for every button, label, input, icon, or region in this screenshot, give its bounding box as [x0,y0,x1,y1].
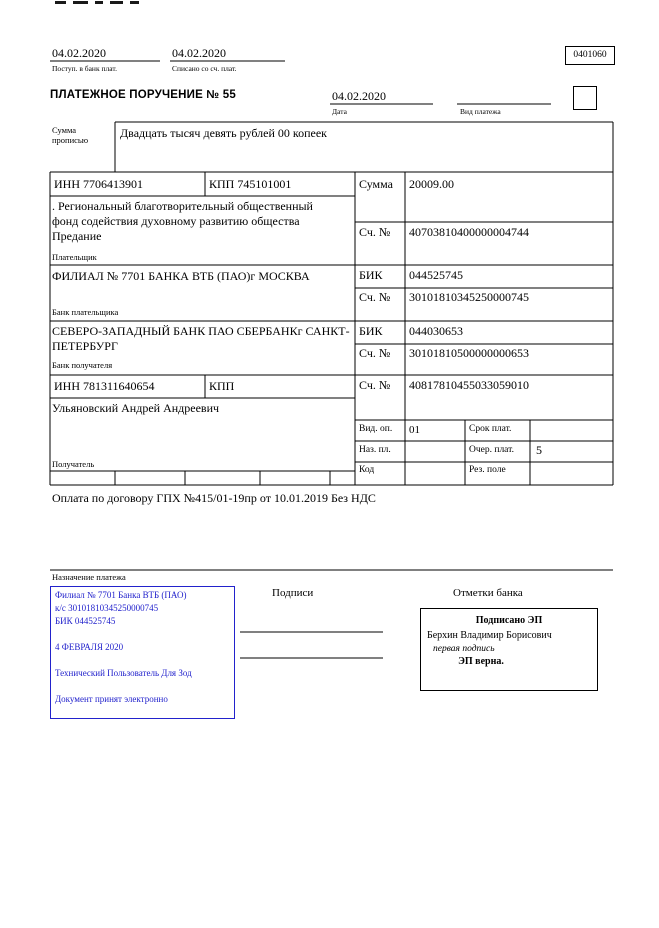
amount-in-words: Двадцать тысяч девять рублей 00 копеек [120,126,327,140]
ep-verified: ЭП верна. [458,656,504,667]
op-kind-label: Вид. оп. [359,424,393,434]
stamp-line: Филиал № 7701 Банка ВТБ (ПАО) [55,590,187,600]
stamp-line: к/с 30101810345250000745 [55,603,159,613]
stamp-line: БИК 044525745 [55,616,116,626]
payer-bank-bik-label: БИК [359,268,383,282]
payer-bank-section-label: Банк плательщика [52,307,119,317]
reserve-field-label: Рез. поле [469,465,506,475]
bank-marks-label: Отметки банка [453,587,523,599]
debited-date: 04.02.2020 [172,46,226,60]
stamp-line: Технический Пользователь Для Зод [55,668,192,678]
payer-inn: ИНН 7706413901 [54,177,143,191]
priority-label: Очер. плат. [469,445,514,455]
payer-bank-account: 30101810345250000745 [409,290,529,304]
payer-bank-account-label: Сч. № [359,290,391,304]
payment-kind-checkbox [573,86,597,110]
purpose-code-label: Наз. пл. [359,445,391,455]
payee-bank-bik: 044030653 [409,324,463,338]
stamp-line: 4 ФЕВРАЛЯ 2020 [55,642,124,652]
payment-purpose: Оплата по договору ГПХ №415/01-19пр от 10.01.2019 Без НДС [52,491,376,505]
form-code: 0401060 [573,50,607,60]
received-date: 04.02.2020 [52,46,106,60]
debited-date-label: Списано со сч. плат. [172,64,237,73]
payer-kpp: КПП 745101001 [209,177,292,191]
payer-bank-name: ФИЛИАЛ № 7701 БАНКА ВТБ (ПАО)г МОСКВА [52,269,310,283]
payee-inn: ИНН 781311640654 [54,379,155,393]
signatures-label: Подписи [272,587,314,599]
payer-name: . Региональный благотворительный общественный фонд содействия духовному развитию общества Предание [52,199,313,243]
payer-bank-bik: 044525745 [409,268,463,282]
priority-value: 5 [536,443,542,457]
signed-ep-title: Подписано ЭП [475,615,543,626]
payer-account: 40703810400000004744 [409,225,529,239]
stamp-box [50,586,235,719]
payment-purpose-label: Назначение платежа [52,572,126,582]
op-kind-value: 01 [409,424,420,436]
payee-account-label: Сч. № [359,378,391,392]
payee-kpp-label: КПП [209,379,235,393]
payment-kind-label: Вид платежа [460,107,501,116]
received-date-label: Поступ. в банк плат. [52,64,117,73]
document-title: ПЛАТЕЖНОЕ ПОРУЧЕНИЕ № 55 [50,89,236,101]
signer-name: Берхин Владимир Борисович [427,630,552,641]
payee-bank-name: СЕВЕРО-ЗАПАДНЫЙ БАНК ПАО СБЕРБАНКг САНКТ-ПЕТЕРБУРГ [52,324,350,353]
signature-kind: первая подпись [433,644,495,654]
scan-artifact [55,1,146,15]
payee-bank-bik-label: БИК [359,324,383,338]
sum-value: 20009.00 [409,177,454,191]
payer-account-label: Сч. № [359,225,391,239]
payee-section-label: Получатель [52,459,95,469]
code-label: Код [359,465,375,475]
document-date: 04.02.2020 [332,89,386,103]
payer-section-label: Плательщик [52,252,97,262]
sum-label: Сумма [359,177,393,191]
form-code-box [565,46,615,65]
payee-bank-account: 30101810500000000653 [409,346,529,360]
payee-bank-section-label: Банк получателя [52,360,113,370]
due-date-label: Срок плат. [469,424,512,434]
payee-bank-account-label: Сч. № [359,346,391,360]
amount-in-words-label: Сумма прописью [52,125,89,145]
date-label: Дата [332,107,347,116]
stamp-line: Документ принят электронно [55,694,168,704]
electronic-signature-box [420,608,598,691]
payee-name: Ульяновский Андрей Андреевич [52,401,220,415]
payee-account: 40817810455033059010 [409,378,529,392]
